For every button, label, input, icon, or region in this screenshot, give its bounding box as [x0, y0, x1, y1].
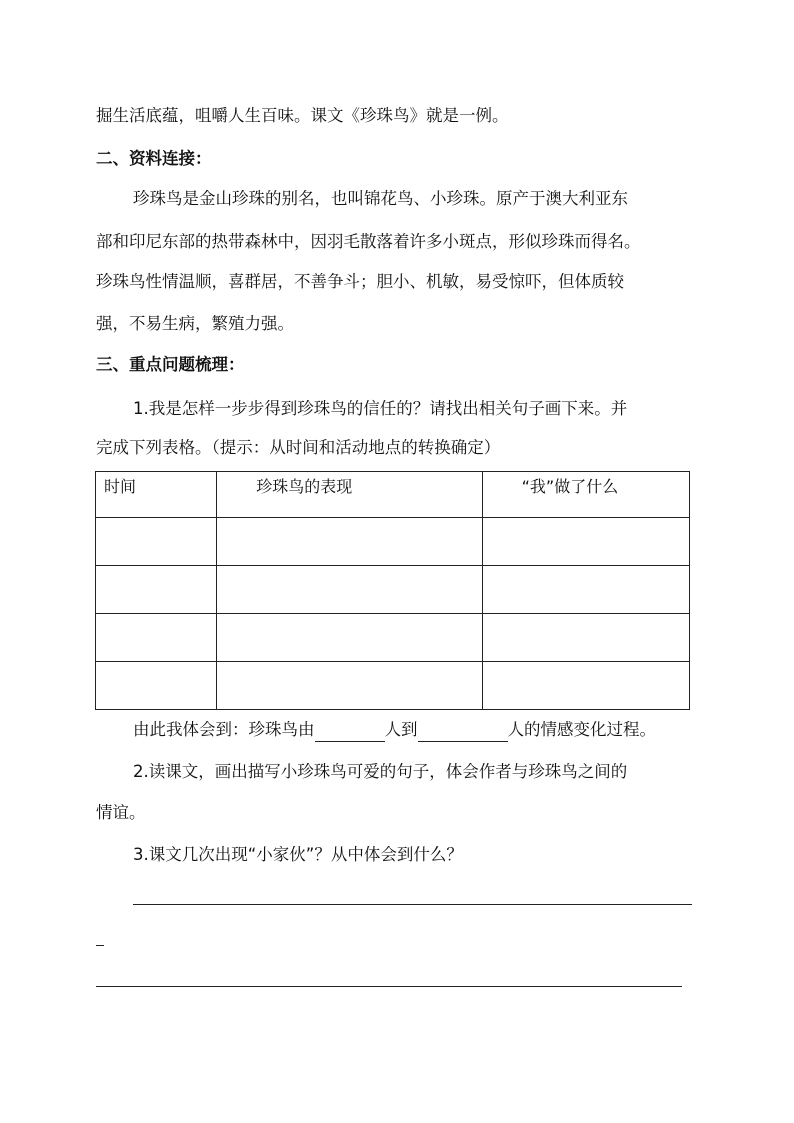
- table-row: [96, 566, 690, 614]
- fill-in-sentence: [133, 718, 656, 742]
- table-row: [96, 518, 690, 566]
- fill-text-after: 人的情感变化过程。: [507, 720, 656, 739]
- trust-progress-table: [95, 471, 690, 710]
- answer-line[interactable]: [133, 904, 692, 905]
- material-paragraph-line: 珍珠鸟性情温顺，喜群居，不善争斗；胆小、机敏，易受惊吓，但体质较: [96, 272, 624, 291]
- header-bird-behavior: 珍珠鸟的表现: [256, 477, 353, 496]
- answer-cell[interactable]: [217, 566, 482, 614]
- table-row: [96, 614, 690, 662]
- section-two-heading: 二、资料连接：: [96, 149, 212, 168]
- fill-blank-1[interactable]: [315, 723, 385, 742]
- header-what-i-did: “我”做了什么: [521, 477, 619, 496]
- answer-cell[interactable]: [482, 662, 689, 710]
- answer-cell[interactable]: [217, 614, 482, 662]
- question-1-line: 1.我是怎样一步步得到珍珠鸟的信任的？请找出相关句子画下来。并: [133, 399, 628, 418]
- answer-cell[interactable]: [217, 662, 482, 710]
- table-header-cell: [217, 472, 482, 518]
- fill-blank-2[interactable]: [418, 723, 508, 742]
- table-header-row: [96, 472, 690, 518]
- answer-cell[interactable]: [217, 518, 482, 566]
- table-header-cell: [96, 472, 217, 518]
- answer-line[interactable]: [96, 986, 682, 987]
- material-paragraph-line: 强，不易生病，繁殖力强。: [96, 314, 294, 333]
- answer-cell[interactable]: [96, 662, 217, 710]
- answer-cell[interactable]: [482, 614, 689, 662]
- question-1-line: 完成下列表格。（提示：从时间和活动地点的转换确定）: [96, 438, 501, 457]
- table-row: [96, 662, 690, 710]
- answer-cell[interactable]: [482, 518, 689, 566]
- answer-cell[interactable]: [96, 566, 217, 614]
- fill-text-middle: 人到: [384, 720, 418, 739]
- table-header-cell: [482, 472, 689, 518]
- material-paragraph-line: 珍珠鸟是金山珍珠的别名，也叫锦花鸟、小珍珠。原产于澳大利亚东: [133, 189, 628, 208]
- answer-line-continuation: [96, 945, 104, 946]
- header-time: 时间: [104, 477, 137, 496]
- answer-cell[interactable]: [96, 518, 217, 566]
- fill-text-before: 由此我体会到：珍珠鸟由: [133, 720, 315, 739]
- answer-cell[interactable]: [96, 614, 217, 662]
- section-three-heading: 三、重点问题梳理：: [96, 355, 245, 374]
- question-2-line: 2.读课文，画出描写小珍珠鸟可爱的句子，体会作者与珍珠鸟之间的: [133, 762, 628, 781]
- question-3: 3.课文几次出现“小家伙”？从中体会到什么？: [133, 845, 463, 864]
- intro-paragraph-last-line: 掘生活底蕴，咀嚼人生百味。课文《珍珠鸟》就是一例。: [96, 106, 509, 125]
- question-2-line: 情谊。: [96, 803, 146, 822]
- material-paragraph-line: 部和印尼东部的热带森林中，因羽毛散落着许多小斑点，形似珍珠而得名。: [96, 232, 641, 251]
- answer-cell[interactable]: [482, 566, 689, 614]
